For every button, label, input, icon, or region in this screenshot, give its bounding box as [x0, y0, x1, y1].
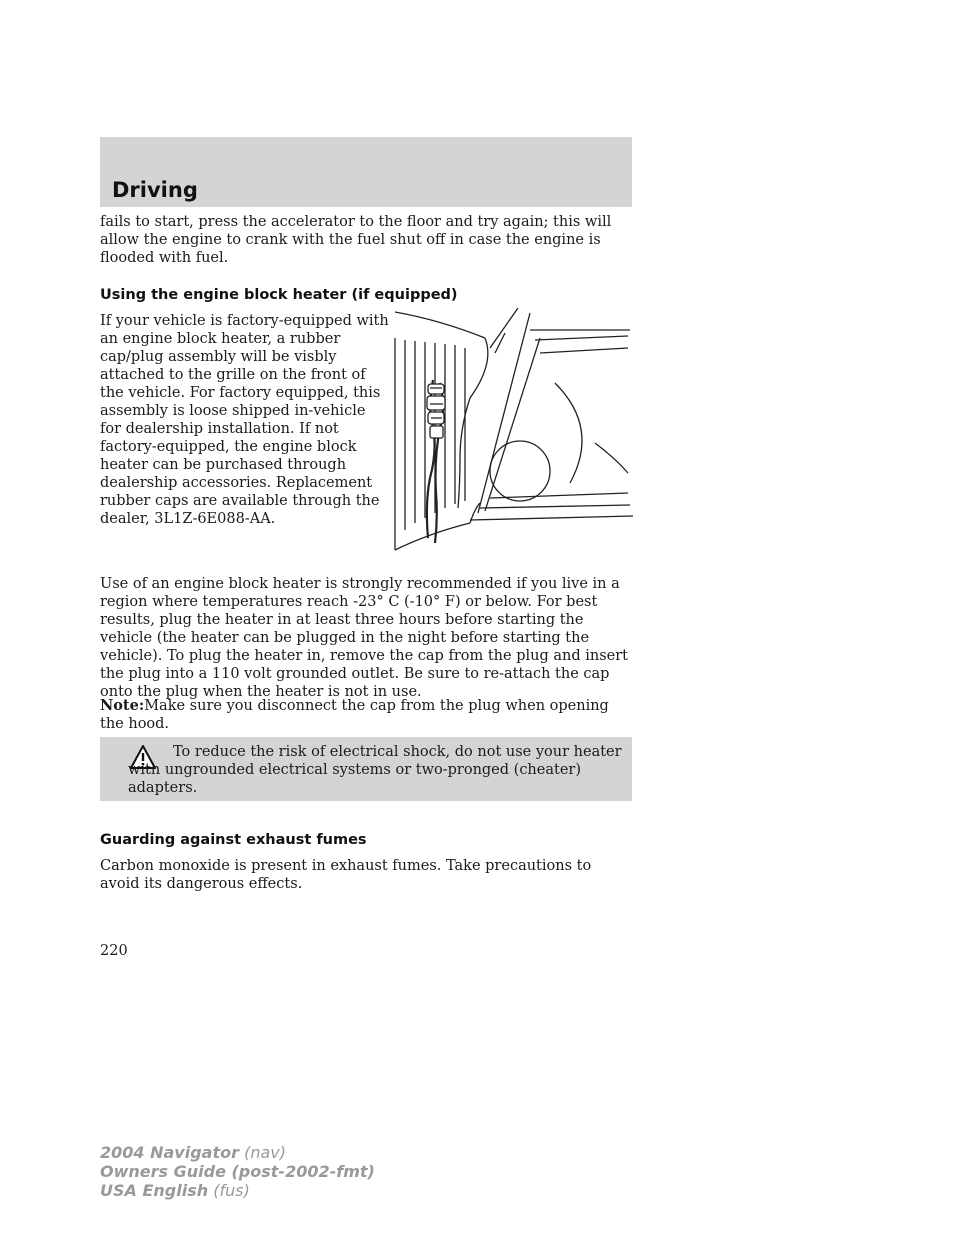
- note-label: Note:: [100, 697, 145, 714]
- intro-paragraph: fails to start, press the accelerator to the floor and try again; this will allow the engine to crank with the fuel shut off in case the engine is flooded with fuel.: [100, 214, 612, 266]
- footer-line-3: [100, 1181, 375, 1200]
- block-heater-paragraph: If your vehicle is factory-equipped with an engine block heater, a rubber cap/plug assembly will be visbly attached to the grille on the front of the vehicle. For factory equipped, this assembly is loose shipped in-vehicle for dealership installation. If not factory-equipped, the engine block heater can be purchased through dealership accessories. Replacement rubber caps are available through the dealer, 3L1Z-6E088-AA.: [100, 313, 389, 527]
- block-heater-heading: Using the engine block heater (if equipped): [100, 287, 458, 303]
- page-number: 220: [100, 943, 128, 959]
- note-text: Make sure you disconnect the cap from the plug when opening the hood.: [100, 698, 609, 732]
- exhaust-heading: Guarding against exhaust fumes: [100, 832, 367, 848]
- warning-text: To reduce the risk of electrical shock, do not use your heater with ungrounded electrical systems or two-pronged (cheater) adapters.: [128, 744, 622, 796]
- engine-block-heater-plug-illustration: [390, 308, 635, 553]
- note-paragraph: [100, 697, 635, 733]
- footer-guide: Owners Guide (post-2002-fmt): [100, 1162, 375, 1181]
- usage-paragraph: Use of an engine block heater is strongly recommended if you live in a region where temperatures reach -23° C (-10° F) or below. For best results, plug the heater in at least three hours before starting the vehicle (the heater can be plugged in the night before starting the vehicle). To plug the heater in, remove the cap from the plug and insert the plug into a 110 volt grounded outlet. Be sure to re-attach the cap onto the plug when the heater is not in use.: [100, 576, 628, 700]
- section-title: Driving: [112, 178, 198, 202]
- footer-vehicle-code: (nav): [244, 1143, 286, 1162]
- footer-line-1: [100, 1143, 375, 1162]
- footer-vehicle: 2004 Navigator: [100, 1143, 239, 1162]
- footer-language: USA English: [100, 1181, 209, 1200]
- footer: [100, 1143, 375, 1200]
- footer-language-code: (fus): [213, 1181, 250, 1200]
- exhaust-paragraph: Carbon monoxide is present in exhaust fumes. Take precautions to avoid its dangerous effects.: [100, 858, 592, 892]
